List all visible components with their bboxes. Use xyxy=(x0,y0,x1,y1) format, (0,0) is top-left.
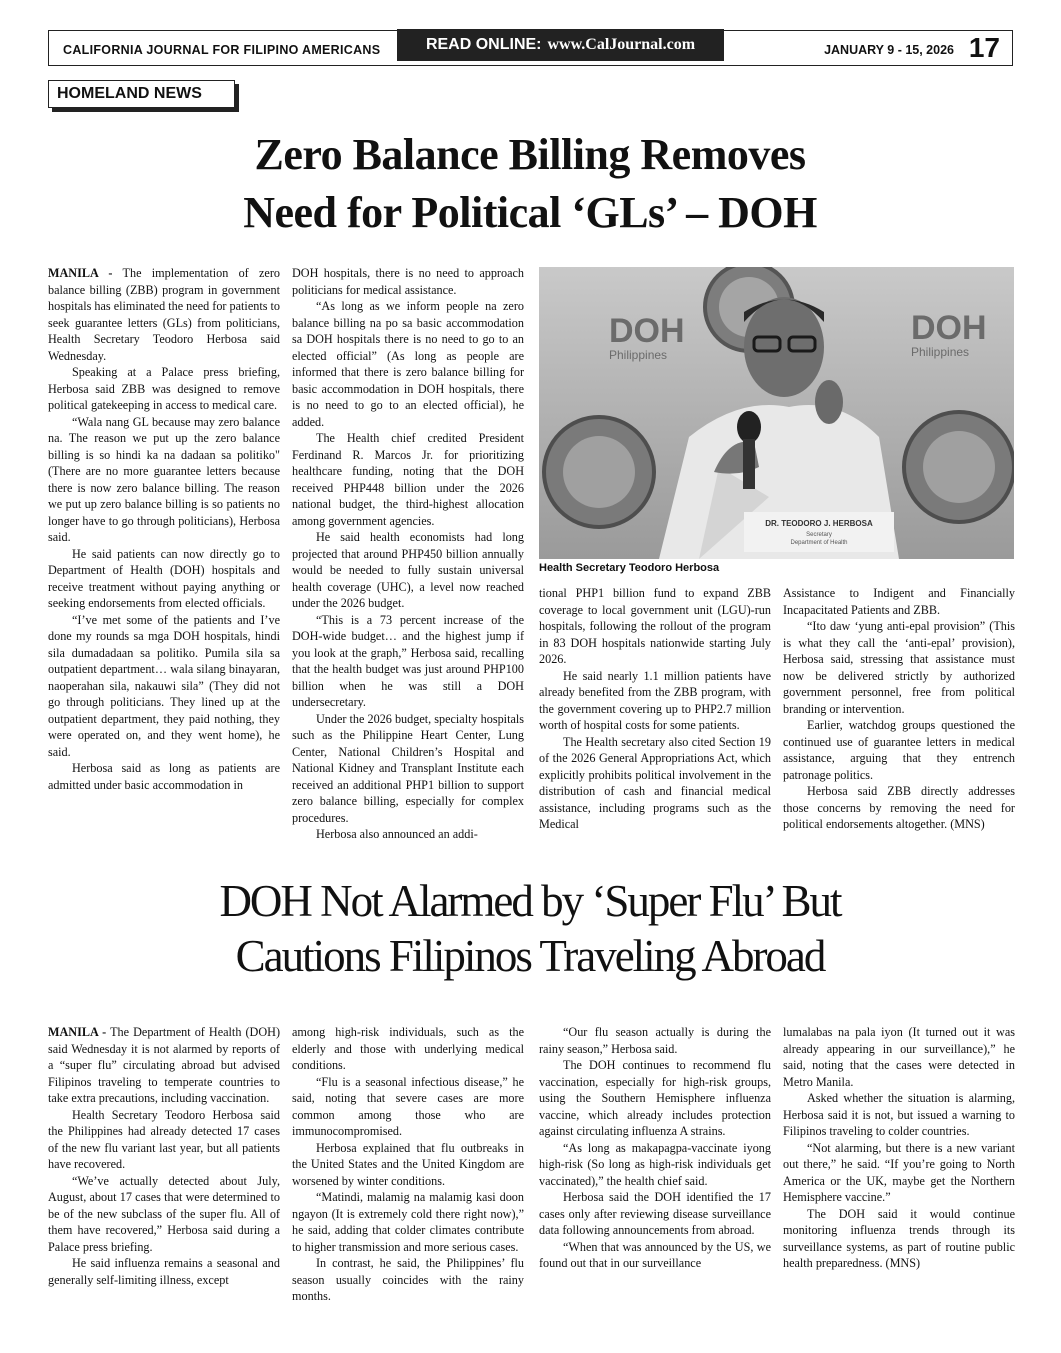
article2-column-2 xyxy=(292,1024,524,1305)
article2-column-3 xyxy=(539,1024,771,1272)
paragraph: “As long as makapagpa-vaccinate iyong high-risk (So long as high-risk individuals get vaccinated),” the health chief said. xyxy=(539,1140,771,1188)
paragraph: Herbosa also announced an addi- xyxy=(316,827,478,841)
paragraph: “We’ve actually detected about July, August, about 17 cases that were determined to be of the new subclass of the super flu. All of them have recovered,” Herbosa said during a Palace press briefing. xyxy=(48,1173,280,1254)
paragraph: Speaking at a Palace press briefing, Herbosa said ZBB was designed to remove political gatekeeping in access to medical care. xyxy=(48,365,280,412)
paragraph: tional PHP1 billion fund to expand ZBB coverage to local government unit (LGU)-run hospitals, following the rollout of the program in 83 DOH hospitals nationwide starting July 2026. xyxy=(539,586,771,666)
article1-column-4 xyxy=(783,585,1015,833)
masthead xyxy=(48,30,1013,66)
paragraph: Earlier, watchdog groups questioned the continued use of guarantee letters in medical assistance, arguing that they entrench patronage politics. xyxy=(783,718,1015,782)
paragraph: “When that was announced by the US, we found out that in our surveillance xyxy=(539,1239,771,1270)
paragraph: “As long as we inform people na zero balance billing na po sa basic accommodation sa DOH hospitals there is no need to go to an elected official” (As long as people are informed that there is zero balance billing for basic accommodation in DOH hospitals, there is no need to go to an elected official), he added. xyxy=(292,299,524,429)
paragraph: Herbosa explained that flu outbreaks in the United States and the United Kingdom are worsened by winter conditions. xyxy=(292,1140,524,1188)
paragraph: DOH hospitals, there is no need to approach politicians for medical assistance. xyxy=(292,266,524,297)
paragraph: “Ito daw ‘yung anti-epal provision” (This is what they call the ‘anti-epal’ provision), Herbosa said, stressing that assistance must now be delivered strictly by authorized government personnel, free from political branding or intervention. xyxy=(783,619,1015,716)
paragraph: “Matindi, malamig na malamig kasi doon ngayon (It is extremely cold there right now),” he said, adding that colder climates contribute to higher transmission and more serious cases. xyxy=(292,1190,524,1254)
doh-logo-right-subtext: Philippines xyxy=(911,345,970,359)
paragraph: The Health chief credited President Ferdinand R. Marcos Jr. for prioritizing healthcare funding, noting that the DOH received PHP448 billion under the 2026 national budget, the third-highest allocation among government agencies. xyxy=(292,431,524,528)
paragraph: Health Secretary Teodoro Herbosa said the Philippines had already detected 17 cases of the new flu variant last year, but all patients have recovered. xyxy=(48,1107,280,1171)
paragraph: Herbosa said ZBB directly addresses those concerns by removing the need for political endorsements altogether. (MNS) xyxy=(783,784,1015,831)
paragraph: He said nearly 1.1 million patients have already benefited from the ZBB program, with the government covering up to PHP2.7 million worth of hospital costs for some patients. xyxy=(539,668,771,732)
nameplate-department: Department of Health xyxy=(790,540,848,546)
article1-headline-line1: Zero Balance Billing Removes xyxy=(254,130,806,179)
nameplate-title: Secretary xyxy=(806,532,832,538)
photo-caption: Health Secretary Teodoro Herbosa xyxy=(539,562,720,574)
paragraph: “Flu is a seasonal infectious disease,” he said, noting that severe cases are more common among those who are immunocompromised. xyxy=(292,1074,524,1138)
paragraph: The DOH said it would continue monitoring influenza trends through its surveillance systems, as part of routine public health preparedness. (MNS) xyxy=(783,1206,1015,1270)
article2-headline xyxy=(110,874,950,984)
paragraph: “This is a 73 percent increase of the DOH-wide budget… and the highest jump if you look at the graph,” Herbosa said, recalling that the health budget was just around PHP100 billion when he was still a DOH undersecretary. xyxy=(292,612,524,709)
article2-column-1 xyxy=(48,1024,280,1288)
paragraph: He said influenza remains a seasonal and generally self-limiting illness, except xyxy=(48,1256,280,1287)
paragraph: Herbosa said as long as patients are admitted under basic accommodation in xyxy=(48,761,280,792)
paragraph: “Not alarming, but there is a new variant out there,” he said. “If you’re going to North America or the UK, maybe get the Northern Hemisphere vaccine.” xyxy=(783,1140,1015,1204)
paragraph: among high-risk individuals, such as the elderly and those with underlying medical conditions. xyxy=(292,1025,524,1072)
paragraph: He said health economists had long projected that around PHP450 billion annually would be needed to fully sustain universal health coverage (UHC), a level now reached under the 2026 budget. xyxy=(292,530,524,610)
photo-illustration xyxy=(539,267,1014,559)
paragraph: Asked whether the situation is alarming, Herbosa said it is not, but issued a warning to Filipinos traveling to colder countries. xyxy=(783,1091,1015,1138)
article1-column-3 xyxy=(539,585,771,833)
article2-column-4 xyxy=(783,1024,1015,1272)
seal-icon xyxy=(544,417,654,527)
doh-logo-left: DOH xyxy=(609,312,685,350)
article2-dateline: MANILA - xyxy=(48,1025,107,1039)
paragraph: “Wala nang GL because may zero balance na. The reason we put up the zero balance billing is so hindi ka na dadaan sa politiko" (There are no more guarantee letters because there is now zero balance billing. The reason we put up zero balance billing is so patients no longer have to go through politicians), Herbosa said. xyxy=(48,414,280,544)
seal-icon xyxy=(904,412,1014,522)
paragraph: The implementation of zero balance billing (ZBB) program in government hospitals has eliminated the need for patients to seek guarantee letters (GLs) from politicians, Health Secretary Teodoro Herbosa said Wednesday. xyxy=(48,266,280,363)
section-label: HOMELAND NEWS xyxy=(48,80,235,108)
page-number: 17 xyxy=(968,32,1000,63)
issue-date: JANUARY 9 - 15, 2026 xyxy=(824,43,954,57)
paragraph: In contrast, he said, the Philippines’ flu season usually coincides with the rainy months. xyxy=(292,1256,524,1303)
doh-logo-right: DOH xyxy=(911,309,987,347)
nameplate-name: DR. TEODORO J. HERBOSA xyxy=(765,519,873,528)
paragraph: Herbosa said the DOH identified the 17 cases only after reviewing disease surveillance data following announcements from abroad. xyxy=(539,1190,771,1237)
paragraph: The Department of Health (DOH) said Wednesday it is not alarmed by reports of a “super flu” circulating abroad but advised Filipinos traveling to temperate countries to take extra precautions, including vaccination. xyxy=(48,1025,280,1105)
paragraph: “I’ve met some of the patients and I’ve done my rounds sa mga DOH hospitals, hindi sila dumadadaan sa politiko. Pumila sila sa outpatient department… wala silang binayaran, naoperahan sila, nakauwi sila” (They did not go through politicians. They lined up at the outpatient department, they paid nothing, they were operated on, and they went home), he said. xyxy=(48,612,280,759)
paragraph: Under the 2026 budget, specialty hospitals such as the Philippine Heart Center, Lung Center, National Children’s Hospital and National Kidney and Transplant Institute each received an additional PHP1 billion to support zero balance billing, especially for complex procedures. xyxy=(292,711,524,825)
paragraph: The DOH continues to recommend flu vaccination, especially for high-risk groups, using the Southern Hemisphere influenza vaccine, which already includes protection against circulating influenza A strains. xyxy=(539,1058,771,1138)
paragraph: He said patients can now directly go to Department of Health (DOH) hospitals and receive treatment without paying anything or seeking endorsements from elected officials. xyxy=(48,546,280,610)
article1-headline-line2: Need for Political ‘GLs’ – DOH xyxy=(243,188,817,237)
paragraph: The Health secretary also cited Section 19 of the 2026 General Appropriations Act, which explicitly prohibits political involvement in the distribution of cash and financial medical assistance, including programs such as the Medical xyxy=(539,734,771,831)
article2-headline-line2: Cautions Filipinos Traveling Abroad xyxy=(235,931,825,981)
read-online-label: READ ONLINE: xyxy=(425,36,542,53)
article1-column-2 xyxy=(292,265,524,843)
paragraph: “Our flu season actually is during the rainy season,” Herbosa said. xyxy=(539,1025,771,1056)
article2-headline-line1: DOH Not Alarmed by ‘Super Flu’ But xyxy=(219,876,841,926)
publication-name: CALIFORNIA JOURNAL FOR FILIPINO AMERICANS xyxy=(63,43,381,57)
read-online-banner[interactable] xyxy=(397,29,724,61)
article1-column-1 xyxy=(48,265,280,793)
article1-headline xyxy=(130,126,930,242)
article1-photo xyxy=(539,267,1014,559)
article1-dateline: MANILA - xyxy=(48,266,113,280)
doh-logo-left-subtext: Philippines xyxy=(609,348,668,362)
nameplate xyxy=(744,512,894,552)
paragraph: Assistance to Indigent and Financially Incapacitated Patients and ZBB. xyxy=(783,586,1015,617)
read-online-url[interactable]: www.CalJournal.com xyxy=(547,36,696,53)
paragraph: lumalabas na pala iyon (It turned out it was already appearing in our surveillance),” he said, noting that the cases were detected in Metro Manila. xyxy=(783,1025,1015,1089)
